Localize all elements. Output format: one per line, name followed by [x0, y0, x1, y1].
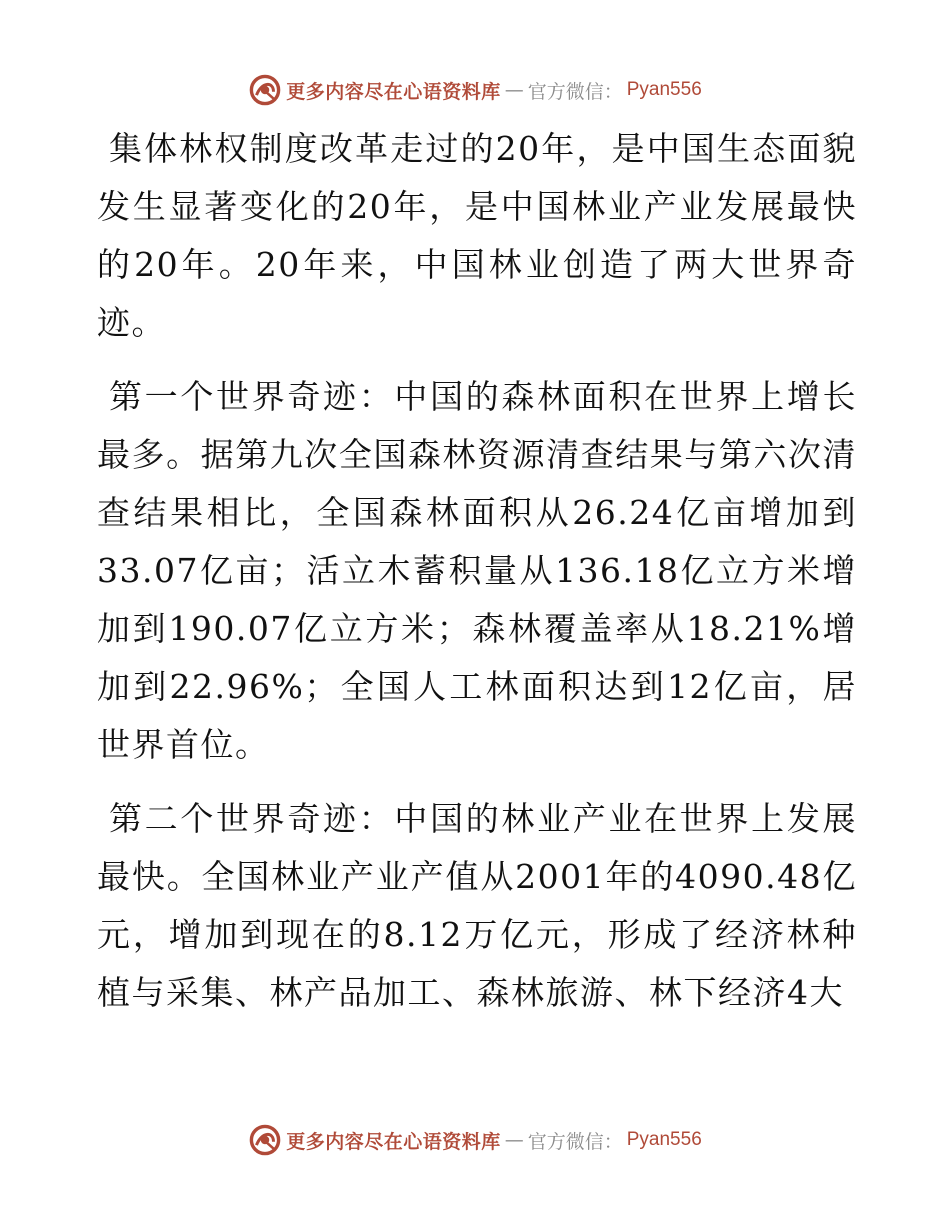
- banner-main-text: 更多内容尽在心语资料库: [286, 80, 501, 103]
- paragraph-first-wonder: 第一个世界奇迹：中国的森林面积在世界上增长最多。据第九次全国森林资源清查结果与第六次清查结果相比，全国森林面积从26.24亿亩增加到33.07亿亩；活立木蓄积量从136.18亿立方米增加到190.07亿立方米；森林覆盖率从18.21%增加到22.96%；全国人工林面积达到12亿亩，居世界首位。: [97, 377, 857, 764]
- banner-wechat-id: Pyan556: [626, 79, 702, 100]
- banner-separator: —: [504, 79, 524, 101]
- header-watermark-banner: [0, 70, 950, 110]
- red-swirl-logo-icon: [248, 73, 282, 107]
- banner-wechat-id: Pyan556: [626, 1129, 702, 1150]
- footer-watermark-banner: [0, 1120, 950, 1160]
- banner-main-text: 更多内容尽在心语资料库: [286, 1130, 501, 1153]
- banner-separator: —: [504, 1129, 524, 1151]
- paragraph-second-wonder: 第二个世界奇迹：中国的林业产业在世界上发展最快。全国林业产业产值从2001年的4090.48亿元，增加到现在的8.12万亿元，形成了经济林种植与采集、林产品加工、森林旅游、林下经济4大: [97, 799, 857, 1012]
- red-swirl-logo-icon: [248, 1123, 282, 1157]
- banner-wechat-label: 官方微信：: [527, 80, 623, 103]
- paragraph-intro: 集体林权制度改革走过的20年，是中国生态面貌发生显著变化的20年，是中国林业产业发展最快的20年。20年来，中国林业创造了两大世界奇迹。: [97, 129, 857, 342]
- document-body: [97, 120, 857, 1038]
- banner-wechat-label: 官方微信：: [527, 1130, 623, 1153]
